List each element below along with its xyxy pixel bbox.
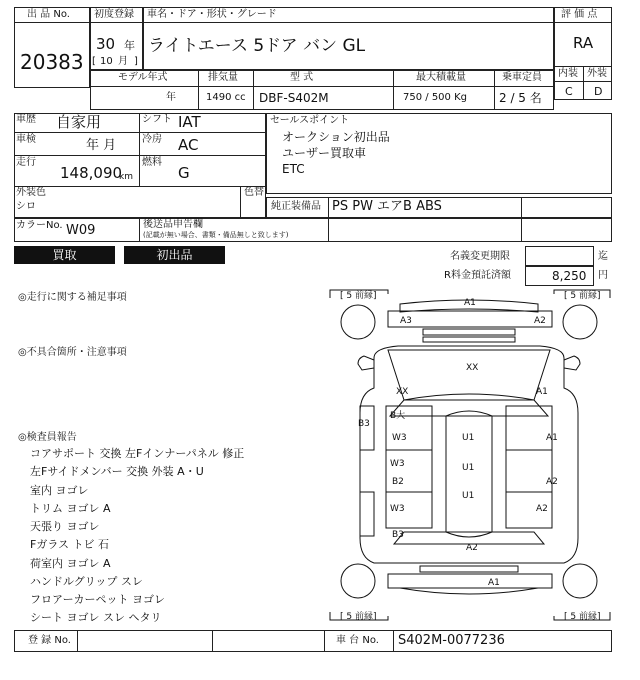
history-label: 車歴 (16, 114, 36, 125)
recycle-unit: 円 (598, 270, 608, 281)
mark-left-rear-door-top: W3 (390, 459, 405, 469)
name-change-field (525, 246, 594, 266)
defects-label: ◎不具合箇所・注意事項 (18, 347, 127, 358)
mark-front-right: A2 (534, 316, 546, 326)
type-value: DBF-S402M (259, 91, 329, 105)
reg-label: 初度登録 (94, 9, 134, 20)
inspection-label: 車検 (16, 134, 36, 145)
mark-roof-3: U1 (462, 491, 475, 501)
tire-front-left: [ 5 前縁] (340, 291, 377, 301)
displacement-label: 排気量 (208, 72, 238, 83)
sales-point-label: セールスポイント (270, 115, 350, 126)
exterior-label: 外装 (587, 68, 607, 79)
model-year-unit: 年 (166, 92, 176, 103)
ac-value: AC (178, 136, 199, 154)
inspector-line: ハンドルグリップ スレ (30, 575, 143, 588)
equipment-value: PS PW エアB ABS (332, 199, 442, 214)
capacity-label: 乗車定員 (502, 72, 542, 83)
equipment-label: 純正装備品 (271, 201, 321, 212)
lot-label: 出 品 No. (27, 9, 70, 20)
tire-rear-right: [ 5 前縁] (564, 612, 601, 622)
inspector-line: 室内 ヨゴレ (30, 484, 89, 497)
score-value: RA (573, 34, 594, 52)
mark-right-rear-door: A2 (546, 477, 558, 487)
displacement-value: 1490 cc (206, 92, 246, 103)
mark-roof-1: U1 (462, 433, 475, 443)
tag-kaitori: 買取 (14, 246, 115, 264)
recycle-value: 8,250 (552, 269, 587, 283)
mark-left-quarter: B3 (392, 530, 404, 540)
mark-bonnet: XX (466, 363, 479, 373)
interior-label: 内装 (558, 68, 578, 79)
car-name-label: 車名・ドア・形状・グレード (147, 9, 277, 20)
inspector-line: 天張り ヨゴレ (30, 520, 100, 533)
chassis-value: S402M-0077236 (398, 633, 505, 648)
recycle-label: R料金預託済額 (444, 270, 511, 281)
exterior-grade: D (594, 85, 603, 98)
color-label: 外装色 (16, 187, 46, 198)
score-label: 評 価 点 (561, 9, 598, 20)
mark-right-quarter: A2 (536, 504, 548, 514)
reg-year: 30 (96, 35, 116, 53)
mark-right-front-door: A1 (546, 433, 558, 443)
type-label: 型 式 (290, 72, 314, 83)
sales-point-1: オークション初出品 (282, 130, 390, 144)
shift-label: シフト (142, 114, 172, 125)
mileage-label: 走行 (16, 157, 36, 168)
mileage-value: 148,090 (60, 164, 123, 182)
mark-front-bumper: A1 (464, 298, 476, 308)
shift-value: IAT (178, 113, 201, 131)
color-swap-label: 色替 (244, 187, 264, 198)
post-sale-note: (記載が無い場合、書類・備品無しと致します) (143, 231, 289, 239)
capacity-value: 2 / 5 名 (499, 91, 542, 105)
model-year-label: モデル年式 (118, 72, 168, 83)
interior-grade: C (565, 85, 573, 98)
color-value: シロ (16, 201, 36, 212)
reg-month-unit: 月 (118, 56, 128, 67)
mark-rear-bumper: A1 (488, 578, 500, 588)
load-value: 750 / 500 Kg (403, 92, 467, 103)
inspector-line: フロアーカーペット ヨゴレ (30, 593, 165, 606)
mark-left-rear-door: B2 (392, 477, 404, 487)
tire-front-right: [ 5 前縁] (564, 291, 601, 301)
reg-no-label: 登 録 No. (28, 635, 71, 646)
mark-right-fender: A1 (536, 387, 548, 397)
color-no-value: W09 (66, 223, 96, 238)
inspector-line: シート ヨゴレ スレ ヘタリ (30, 611, 162, 624)
load-label: 最大積載量 (416, 72, 466, 83)
driving-notes-label: ◎走行に関する補足事項 (18, 292, 127, 303)
car-name: ライトエース 5ドア バン GL (148, 36, 366, 56)
inspector-label: ◎検査員報告 (18, 432, 77, 443)
tire-rear-left: [ 5 前縁] (340, 612, 377, 622)
sales-point-2: ユーザー買取車 (282, 146, 367, 160)
chassis-label: 車 台 No. (336, 635, 379, 646)
reg-year-unit: 年 (124, 39, 135, 52)
mark-roof-2: U1 (462, 463, 475, 473)
ac-label: 冷房 (142, 134, 162, 145)
inspector-line: コアサポート 交換 左Fインナーパネル 修正 (30, 447, 245, 460)
post-sale-label: 後送品申告欄 (143, 219, 203, 230)
lot-number: 20383 (20, 50, 84, 74)
mark-left-fender: XX (396, 387, 409, 397)
mark-left-pillar: B3 (358, 419, 370, 429)
tag-first-listing: 初出品 (124, 246, 225, 264)
fuel-value: G (178, 164, 190, 182)
damage-diagram (328, 288, 612, 628)
name-change-unit: 迄 (598, 251, 608, 262)
mark-left-front-door-top: B大 (390, 411, 406, 421)
reg-month: 10 (100, 56, 113, 67)
inspector-line: トリム ヨゴレ A (30, 502, 111, 515)
inspection-value: 年 月 (86, 138, 117, 153)
color-no-label: カラーNo. (16, 220, 63, 231)
inspector-line: Fガラス トビ 石 (30, 538, 109, 551)
history-value: 自家用 (56, 113, 102, 131)
mark-left-front-door: W3 (392, 433, 407, 443)
reg-month-close: ] (134, 56, 138, 67)
inspector-line: 荷室内 ヨゴレ A (30, 557, 111, 570)
fuel-label: 燃料 (142, 157, 162, 168)
sales-point-3: ETC (282, 162, 305, 176)
mileage-unit: km (119, 172, 133, 182)
name-change-label: 名義変更期限 (450, 251, 510, 262)
mark-back-door: A2 (466, 543, 478, 553)
mark-front-left: A3 (400, 316, 412, 326)
inspector-line: 左Fサイドメンバー 交換 外装 A・U (30, 465, 204, 478)
mark-left-quarter-top: W3 (390, 504, 405, 514)
reg-month-open: [ (92, 56, 96, 67)
